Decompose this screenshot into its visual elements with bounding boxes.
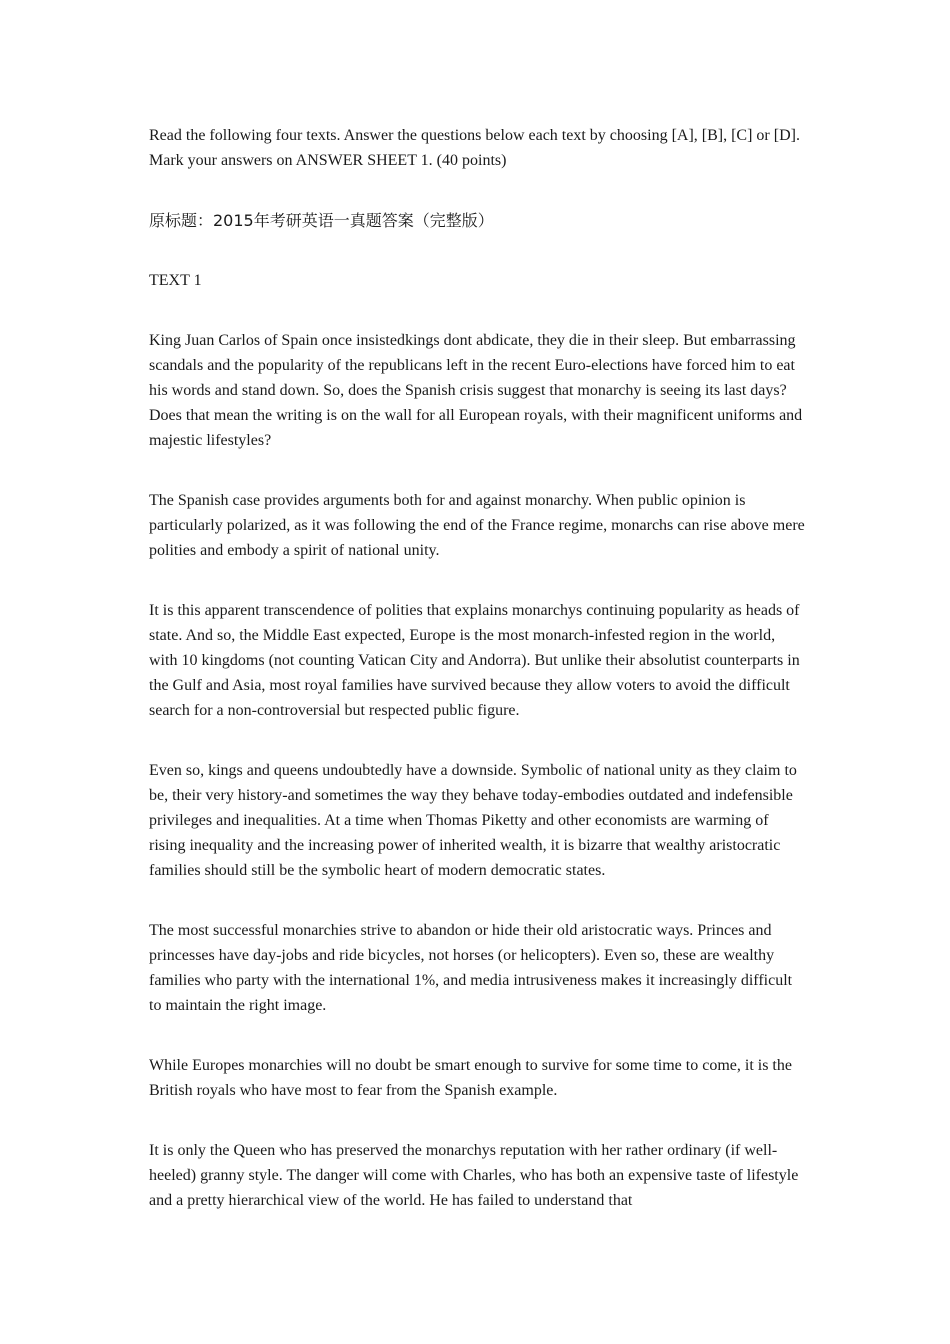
section-heading: TEXT 1: [149, 272, 202, 289]
body-paragraph-2: The Spanish case provides arguments both for and against monarchy. When public opinion is particularly polarized, as it was following the end of the France regime, monarchs can rise above mere polities and embody a spirit of national unity.: [149, 492, 805, 559]
instructions-paragraph: Read the following four texts. Answer the questions below each text by choosing [A], [B], [C] or [D]. Mark your answers on ANSWER SHEET 1. (40 points): [149, 127, 800, 169]
body-paragraph-5: The most successful monarchies strive to abandon or hide their old aristocratic ways. Princes and princesses have day-jobs and ride bicycles, not horses (or helicopters). Even so, these are wealthy families who party with the international 1%, and media intrusiveness makes it increasingly difficult to maintain the right image.: [149, 922, 793, 1014]
original-title: 原标题：2015年考研英语一真题答案（完整版）: [149, 211, 494, 230]
body-paragraph-4: Even so, kings and queens undoubtedly have a downside. Symbolic of national unity as they claim to be, their very history-and sometimes the way they behave today-embodies outdated and indefensible privileges and inequalities. At a time when Thomas Piketty and other economists are warming of rising inequality and the increasing power of inherited wealth, it is bizarre that wealthy aristocratic families should still be the symbolic heart of modern democratic states.: [149, 762, 797, 879]
body-paragraph-6: While Europes monarchies will no doubt be smart enough to survive for some time to come, it is the British royals who have most to fear from the Spanish example.: [149, 1057, 792, 1099]
body-paragraph-3: It is this apparent transcendence of polities that explains monarchys continuing popularity as heads of state. And so, the Middle East expected, Europe is the most monarch-infested region in the world, with 10 kingdoms (not counting Vatican City and Andorra). But unlike their absolutist counterparts in the Gulf and Asia, most royal families have survived because they allow voters to avoid the difficult search for a non-controversial but respected public figure.: [149, 602, 800, 719]
body-paragraph-7: It is only the Queen who has preserved the monarchys reputation with her rather ordinary (if well-heeled) granny style. The danger will come with Charles, who has both an expensive taste of lifestyle and a pretty hierarchical view of the world. He has failed to understand that: [149, 1142, 799, 1209]
body-paragraph-1: King Juan Carlos of Spain once insistedkings dont abdicate, they die in their sleep. But embarrassing scandals and the popularity of the republicans left in the recent Euro-elections have forced him to eat his words and stand down. So, does the Spanish crisis suggest that monarchy is seeing its last days? Does that mean the writing is on the wall for all European royals, with their magnificent uniforms and majestic lifestyles?: [149, 332, 803, 449]
document-page: [149, 123, 805, 1248]
